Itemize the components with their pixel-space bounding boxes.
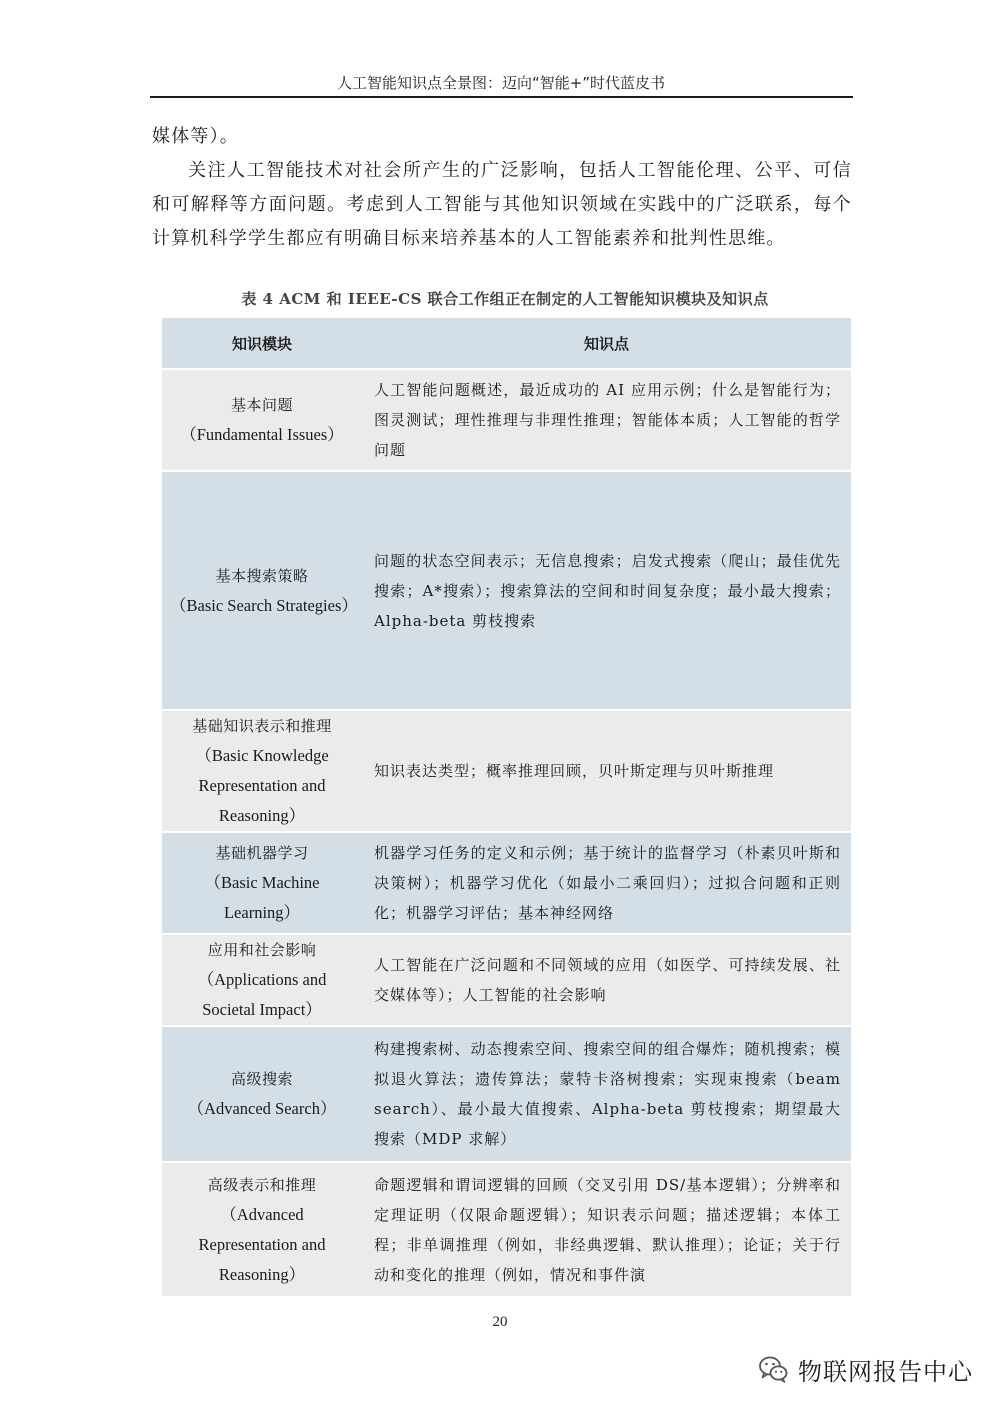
points-cell: 构建搜索树、动态搜索空间、搜索空间的组合爆炸；随机搜索；模拟退火算法；遗传算法；蒙特卡洛树搜索；实现束搜索（beam search）、最小最大值搜索、Alpha-beta 剪枝搜索；期望最大搜索（MDP 求解） — [362, 1026, 851, 1162]
module-cell — [162, 934, 362, 1026]
paragraph-continuation: 媒体等）。 — [152, 126, 239, 147]
module-name-cn: 高级表示和推理 — [207, 1175, 317, 1194]
header-rule — [150, 96, 853, 98]
module-name-cn: 基本搜索策略 — [215, 566, 309, 585]
wechat-icon — [758, 1355, 788, 1383]
watermark-text: 物联网报告中心 — [798, 1357, 973, 1386]
points-cell: 机器学习任务的定义和示例；基于统计的监督学习（朴素贝叶斯和决策树）；机器学习优化（如最小二乘回归）；过拟合问题和正则化；机器学习评估；基本神经网络 — [362, 832, 851, 934]
table-row — [162, 832, 851, 934]
points-cell: 命题逻辑和谓词逻辑的回顾（交叉引用 DS/基本逻辑）；分辨率和定理证明（仅限命题逻辑）；知识表示问题；描述逻辑；本体工程；非单调推理（例如，非经典逻辑、默认推理）；论证；关于行动和变化的推理（例如，情况和事件演 — [362, 1162, 851, 1296]
table-row — [162, 710, 851, 832]
paragraph-ai-impact: 关注人工智能技术对社会所产生的广泛影响，包括人工智能伦理、公平、可信和可解释等方面问题。考虑到人工智能与其他知识领域在实践中的广泛联系，每个计算机科学学生都应有明确目标来培养基本的人工智能素养和批判性思维。 — [152, 160, 852, 249]
module-cell — [162, 832, 362, 934]
module-cell — [162, 1162, 362, 1296]
module-name-en: （Basic Search Strategies） — [170, 595, 358, 615]
points-cell: 知识表达类型；概率推理回顾，贝叶斯定理与贝叶斯推理 — [362, 710, 851, 832]
table-row — [162, 1026, 851, 1162]
table-row — [162, 1162, 851, 1296]
module-cell — [162, 369, 362, 471]
module-name-en: （Advanced Representation and Reasoning） — [198, 1204, 326, 1284]
module-name-en: （Basic Machine Learning） — [204, 873, 320, 922]
table-row — [162, 471, 851, 710]
module-name-cn: 高级搜索 — [230, 1070, 293, 1088]
points-cell: 人工智能在广泛问题和不同领域的应用（如医学、可持续发展、社交媒体等）；人工智能的社会影响 — [362, 934, 851, 1026]
table-caption: 表 4 ACM 和 IEEE-CS 联合工作组正在制定的人工智能知识模块及知识点 — [241, 290, 769, 308]
running-header: 人工智能知识点全景图：迈向“智能+”时代蓝皮书 — [336, 74, 666, 92]
watermark — [758, 1352, 973, 1386]
table-header-row — [162, 318, 851, 369]
table-row — [162, 369, 851, 471]
column-header-module: 知识模块 — [231, 334, 292, 353]
module-name-en: （Fundamental Issues） — [180, 425, 344, 444]
module-name-en: （Basic Knowledge Representation and Reasoning） — [195, 746, 329, 825]
module-cell — [162, 1026, 362, 1162]
module-name-cn: 基本问题 — [230, 396, 293, 414]
module-name-cn: 应用和社会影响 — [207, 941, 317, 959]
module-name-en: （Applications and Societal Impact） — [197, 970, 327, 1019]
points-cell: 问题的状态空间表示；无信息搜索；启发式搜索（爬山；最佳优先搜索；A*搜索）；搜索算法的空间和时间复杂度；最小最大搜索；Alpha-beta 剪枝搜索 — [362, 471, 851, 710]
module-name-cn: 基础知识表示和推理 — [192, 717, 332, 735]
module-cell — [162, 710, 362, 832]
module-name-en: （Advanced Search） — [187, 1099, 337, 1118]
knowledge-table — [162, 318, 851, 1296]
points-cell: 人工智能问题概述，最近成功的 AI 应用示例；什么是智能行为；图灵测试；理性推理与非理性推理；智能体本质；人工智能的哲学问题 — [362, 369, 851, 471]
table-row — [162, 934, 851, 1026]
column-header-points: 知识点 — [583, 334, 629, 353]
module-cell — [162, 471, 362, 710]
page-number: 20 — [492, 1314, 508, 1330]
module-name-cn: 基础机器学习 — [215, 844, 309, 862]
